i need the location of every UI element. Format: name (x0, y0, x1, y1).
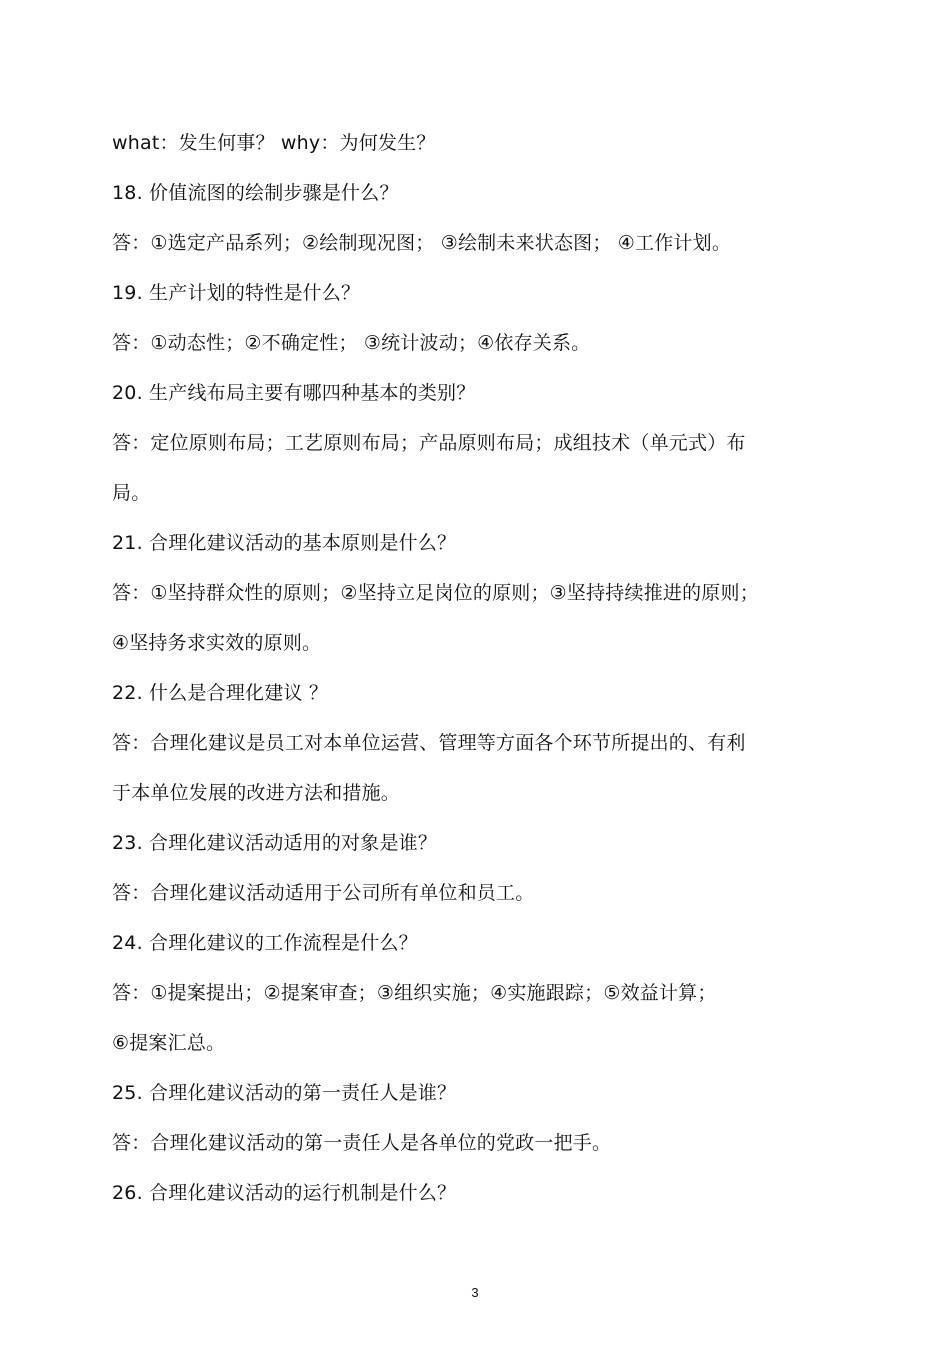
answer-line: 答：①坚持群众性的原则；②坚持立足岗位的原则；③坚持持续推进的原则； (112, 582, 759, 604)
answer-line: 于本单位发展的改进方法和措施。 (112, 782, 401, 804)
answer-line: 答：定位原则布局；工艺原则布局；产品原则布局；成组技术（单元式）布 (112, 432, 746, 454)
answer-line: ④坚持务求实效的原则。 (112, 632, 322, 654)
question-heading: 19. 生产计划的特性是什么？ (112, 282, 361, 304)
text-line: what：发生何事？ why：为何发生？ (112, 132, 436, 154)
page-number: 3 (471, 1285, 479, 1300)
question-heading: 23. 合理化建议活动适用的对象是谁？ (112, 832, 438, 854)
question-heading: 26. 合理化建议活动的运行机制是什么？ (112, 1182, 457, 1204)
answer-line: 答：合理化建议是员工对本单位运营、管理等方面各个环节所提出的、有利 (112, 732, 746, 754)
question-heading: 20. 生产线布局主要有哪四种基本的类别？ (112, 382, 476, 404)
question-heading: 22. 什么是合理化建议 ？ (112, 682, 329, 704)
answer-line: 答：合理化建议活动的第一责任人是各单位的党政一把手。 (112, 1132, 612, 1154)
answer-line: ⑥提案汇总。 (112, 1032, 226, 1054)
question-heading: 24. 合理化建议的工作流程是什么？ (112, 932, 418, 954)
answer-line: 答：①动态性；②不确定性； ③统计波动；④依存关系。 (112, 332, 591, 354)
answer-line: 答：①提案提出；②提案审查；③组织实施；④实施跟踪；⑤效益计算； (112, 982, 717, 1004)
answer-line: 答：合理化建议活动适用于公司所有单位和员工。 (112, 882, 535, 904)
question-heading: 18. 价值流图的绘制步骤是什么？ (112, 182, 399, 204)
answer-line: 局。 (112, 482, 151, 504)
question-heading: 21. 合理化建议活动的基本原则是什么？ (112, 532, 457, 554)
answer-line: 答：①选定产品系列；②绘制现况图； ③绘制未来状态图； ④工作计划。 (112, 232, 732, 254)
question-heading: 25. 合理化建议活动的第一责任人是谁？ (112, 1082, 457, 1104)
page-content (112, 118, 852, 1218)
